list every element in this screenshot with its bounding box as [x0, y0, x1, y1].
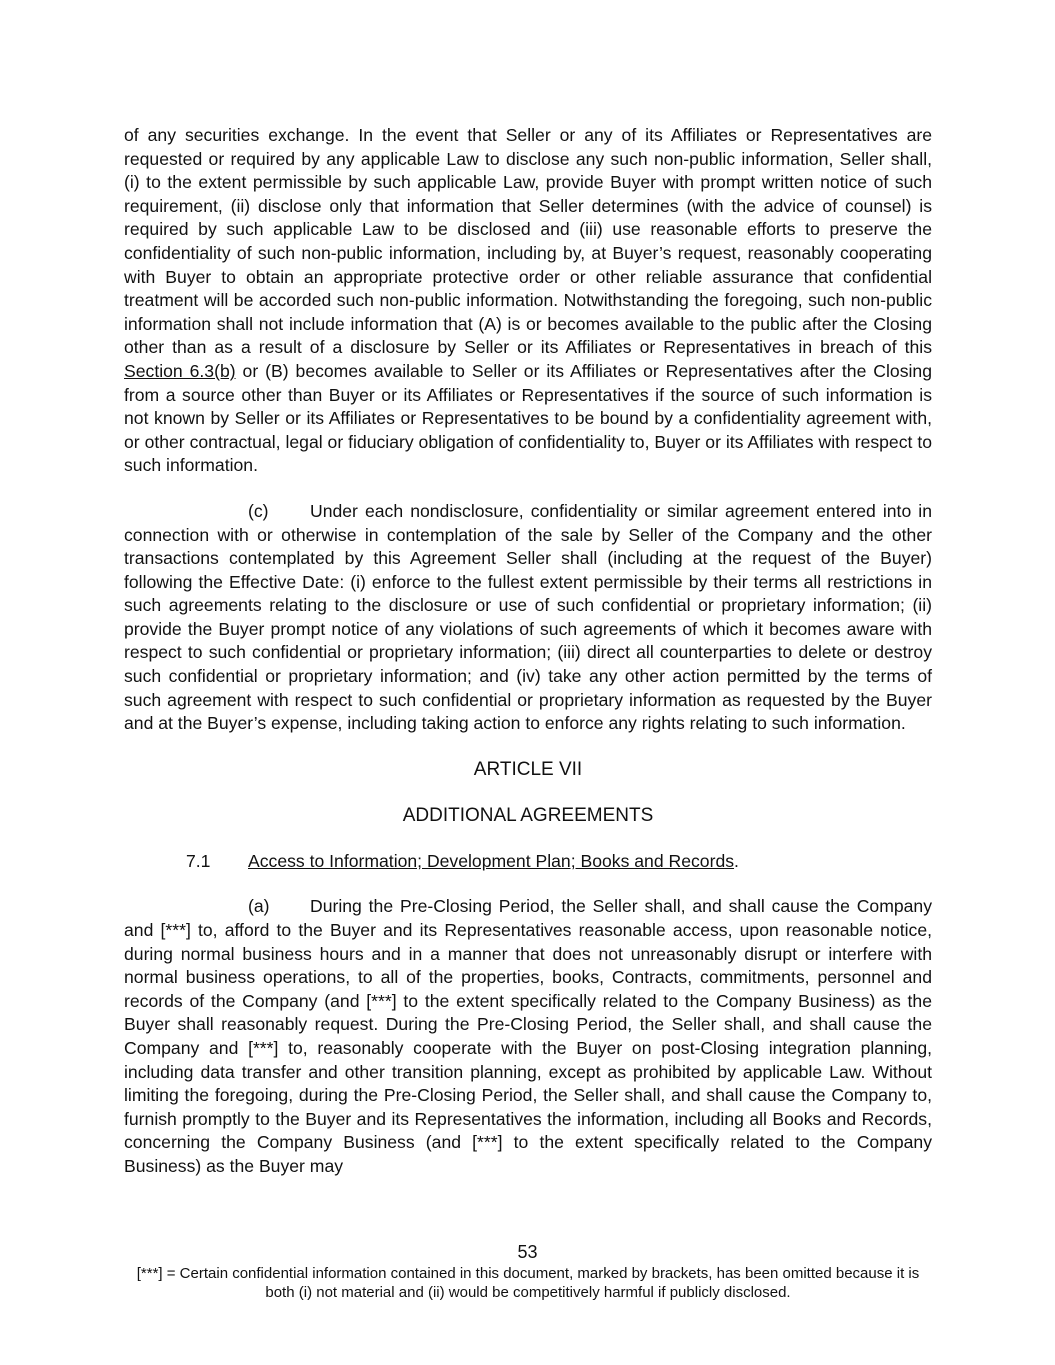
section-heading: [124, 850, 932, 874]
footnote: [***] = Certain confidential information contained in this document, marked by brackets, has been omitted because it is both (i) not material and (ii) would be competitively harmful if publicly disclosed.: [136, 1265, 920, 1301]
paragraph-text: or (B) becomes available to Seller or its Affiliates or Representatives after the Closing from a source other than Buyer or its Affiliates or Representatives if the source of such information is not known by Seller or its Affiliates or Representatives to be bound by a confidentiality agreement with, or other contractual, legal or fiduciary obligation of confidentiality to, Buyer or its Affiliates with respect to such information.: [124, 360, 932, 476]
paragraph-text: of any securities exchange. In the event that Seller or any of its Affiliates or Representatives are requested or required by any applicable Law to disclose any such non-public information, Seller shall, (i) to the extent permissible by such applicable Law, provide Buyer with prompt written notice of such requirement, (ii) disclose only that information that Seller determines (with the advice of counsel) is required by such applicable Law to be disclosed and (iii) use reasonable efforts to preserve the confidentiality of such non-public information, including by, at Buyer’s request, reasonably cooperating with Buyer to obtain an appropriate protective order or other reliable assurance that confidential treatment will be accorded such non-public information. Notwithstanding the foregoing, such non-public information shall not include information that (A) is or becomes available to the public after the Closing other than as a result of a disclosure by Seller or its Affiliates or Representatives in breach of this: [124, 125, 932, 358]
page-number: 53: [517, 1242, 538, 1262]
section-reference-link: Section 6.3(b): [124, 360, 236, 381]
article-subtitle: ADDITIONAL AGREEMENTS: [402, 804, 654, 826]
document-body: [124, 124, 932, 1179]
paragraph-label: (c): [248, 500, 269, 521]
section-title-suffix: .: [734, 850, 739, 871]
paragraph-text: During the Pre-Closing Period, the Seller shall, and shall cause the Company and [***] to, afford to the Buyer and its Representatives reasonable access, upon reasonable notice, during normal business hours and in a manner that does not unreasonably disrupt or interfere with normal business operations, to all of the properties, books, Contracts, commitments, personnel and records of the Company (and [***] to the extent specifically related to the Company Business) as the Buyer shall reasonably request. During the Pre-Closing Period, the Seller shall, and shall cause the Company and [***] to, reasonably cooperate with the Buyer on post-Closing integration planning, including data transfer and other transition planning, except as prohibited by applicable Law. Without limiting the foregoing, during the Pre-Closing Period, the Seller shall, and shall cause the Company to, furnish promptly to the Buyer and its Representatives the information, including all Books and Records, concerning the Company Business (and [***] to the extent specifically related to the Company Business) as the Buyer may: [124, 896, 932, 1176]
paragraph-c: [124, 500, 932, 736]
paragraph-confidentiality: [124, 124, 932, 478]
paragraph-a: [124, 895, 932, 1178]
article-title: ARTICLE VII: [473, 758, 583, 780]
paragraph-label: (a): [248, 896, 270, 917]
paragraph-text: Under each nondisclosure, confidentiality or similar agreement entered into in connection with or otherwise in contemplation of the sale by Seller of the Company and the other transactions contemplated by this Agreement Seller shall (including at the request of the Buyer) following the Effective Date: (i) enforce to the fullest extent permissible by their terms all restrictions in such agreements relating to the disclosure or use of such confidential or proprietary information; (ii) provide the Buyer prompt notice of any violations of such agreements of which it becomes aware with respect to such confidential or proprietary information; (iii) direct all counterparties to delete or destroy such confidential or proprietary information; and (iv) take any other action permitted by the terms of such agreement with respect to such confidential or proprietary information as requested by the Buyer and at the Buyer’s expense, including taking action to enforce any rights relating to such information.: [124, 500, 932, 734]
section-number: 7.1: [186, 850, 211, 871]
section-title: Access to Information; Development Plan; Books and Records: [248, 850, 735, 871]
